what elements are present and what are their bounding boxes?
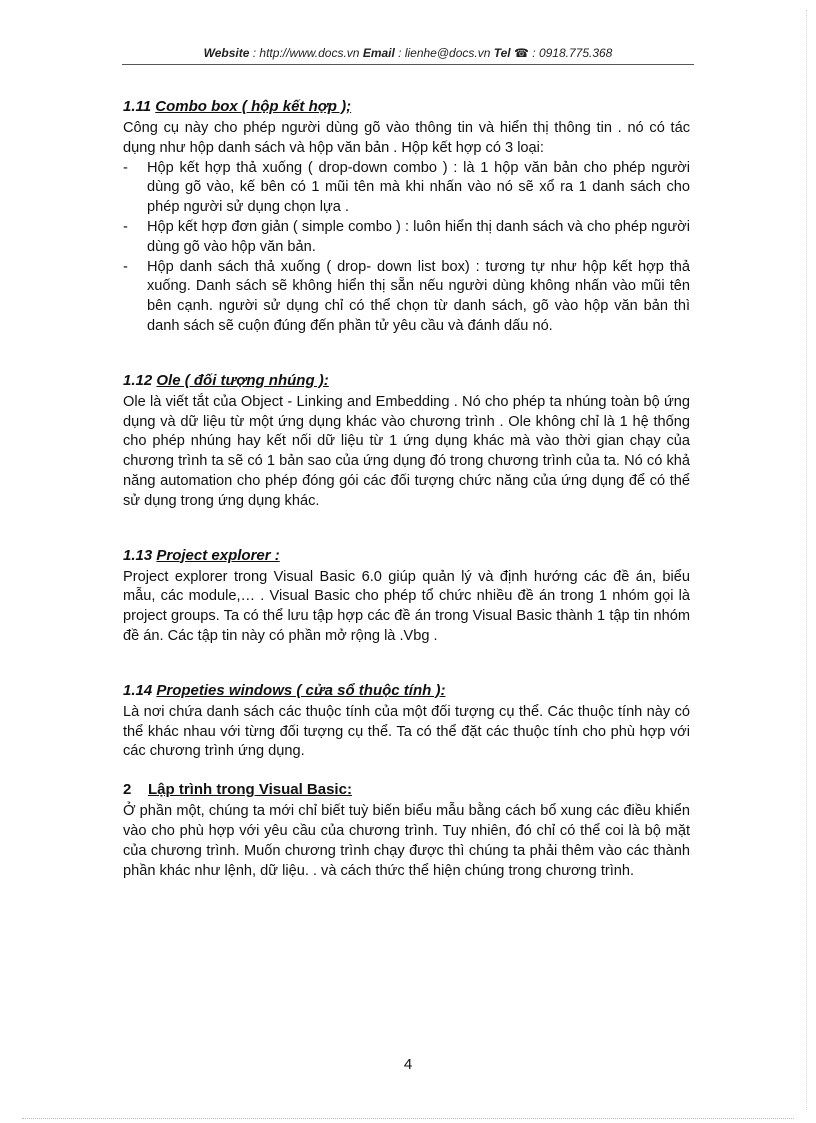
section-number: 1.11 (123, 98, 156, 115)
section-heading-project-explorer (123, 546, 690, 566)
website-label: Website (203, 46, 250, 60)
right-dotted-border (806, 10, 807, 1110)
tel-value: : 0918.775.368 (528, 46, 613, 60)
section-title: Lập trình trong Visual Basic: (148, 781, 352, 799)
dash-bullet: - (123, 159, 128, 176)
section-title: Propeties windows ( cửa sổ thuộc tính ): (156, 681, 446, 699)
section-title: Ole ( đối tượng nhúng ): (156, 371, 329, 389)
section-heading-combo-box (123, 97, 690, 117)
website-value: : http://www.docs.vn (249, 46, 363, 60)
tel-label: Tel (493, 46, 511, 60)
list-item (123, 258, 690, 337)
bottom-dotted-border (22, 1118, 794, 1119)
section-number: 1.12 (123, 371, 157, 389)
section-heading-properties-windows (123, 681, 690, 701)
section-number: 2 (123, 781, 149, 799)
section-paragraph: Là nơi chứa danh sách các thuộc tính của một đối tượng cụ thể. Các thuộc tính này có thể khác nhau với từng đối tượng cụ thể. Ta có thể đặt các thuộc tính cho phù hợp với các chương trình ứng dụng. (123, 703, 690, 760)
section-heading-programming (123, 780, 690, 800)
list-item-text: Hộp kết hợp đơn giản ( simple combo ) : luôn hiển thị danh sách và cho phép người dùng gõ vào hộp văn bản. (147, 218, 690, 255)
section-heading-ole (123, 371, 690, 391)
page-number: 4 (403, 1056, 413, 1073)
dash-bullet: - (123, 258, 128, 275)
phone-icon: ☎ (513, 46, 529, 60)
list-item-text: Hộp kết hợp thả xuống ( drop-down combo ) : là 1 hộp văn bản cho phép người dùng gõ vào, kế bên có 1 mũi tên mà khi nhấn vào nó sẽ xổ ra 1 danh sách cho phép người sử dụng chọn lựa . (147, 159, 690, 216)
section-paragraph: Ở phần một, chúng ta mới chỉ biết tuỳ biến biểu mẫu bằng cách bổ xung các điều khiển vào cho phù hợp với yêu cầu của chương trình. Tuy nhiên, đó chỉ có thể coi là bộ mặt của chương trình. Muốn chương trình chạy được thì chúng ta phải thêm vào các thành phần khác như lệnh, dữ liệu. . và cách thức thể hiện chúng trong chương trình. (123, 803, 690, 879)
bullet-list (123, 159, 690, 337)
section-number: 1.14 (123, 681, 157, 699)
list-item (123, 218, 690, 258)
page-header (122, 46, 694, 60)
email-value: : lienhe@docs.vn (394, 46, 494, 60)
section-paragraph: Ole là viết tắt của Object - Linking and Embedding . Nó cho phép ta nhúng toàn bộ ứng dụng và dữ liệu từ một ứng dụng khác vào chương trình . Ole không chỉ là 1 hệ thống cho phép nhúng hay kết nối dữ liệu từ 1 ứng dụng khác mà vào thời gian chạy của chương trình ta sẽ có 1 bản sao của ứng dụng đó trong chương trình của ta. Nó có khả năng automation cho phép đóng gói các đối tượng chức năng của ứng dụng để có thể sử dụng trong ứng dụng khác. (123, 393, 690, 509)
section-title: Project explorer : (156, 546, 280, 564)
list-item (123, 159, 690, 218)
header-divider (122, 64, 694, 65)
dash-bullet: - (123, 218, 128, 235)
list-item-text: Hộp danh sách thả xuống ( drop- down list box) : tương tự như hộp kết hợp thả xuống. Danh sách sẽ không hiển thị sẵn nếu người dùng không nhấn vào mũi tên bên cạnh. người sử dụng chỉ có thể chọn từ danh sách, gõ vào hộp văn bản thì danh sách sẽ cuộn đúng đến phần tử yêu cầu và đánh dấu nó. (147, 258, 690, 334)
email-label: Email (362, 46, 395, 60)
section-title: Combo box ( hộp kết hợp ); (155, 98, 352, 115)
section-paragraph: Project explorer trong Visual Basic 6.0 giúp quản lý và định hướng các đề án, biểu mẫu, các module,… . Visual Basic cho phép tổ chức nhiều đề án trong 1 nhóm gọi là project groups. Ta có thể lưu tập hợp các đề án trong Visual Basic thành 1 tập tin nhóm đề án. Các tập tin này có phần mở rộng là .Vbg . (123, 568, 690, 644)
section-number: 1.13 (123, 546, 157, 564)
page-content (123, 97, 690, 881)
section-paragraph: Công cụ này cho phép người dùng gõ vào thông tin và hiển thị thông tin . nó có tác dụng như hộp danh sách và hộp văn bản . Hộp kết hợp có 3 loại: (123, 120, 690, 156)
